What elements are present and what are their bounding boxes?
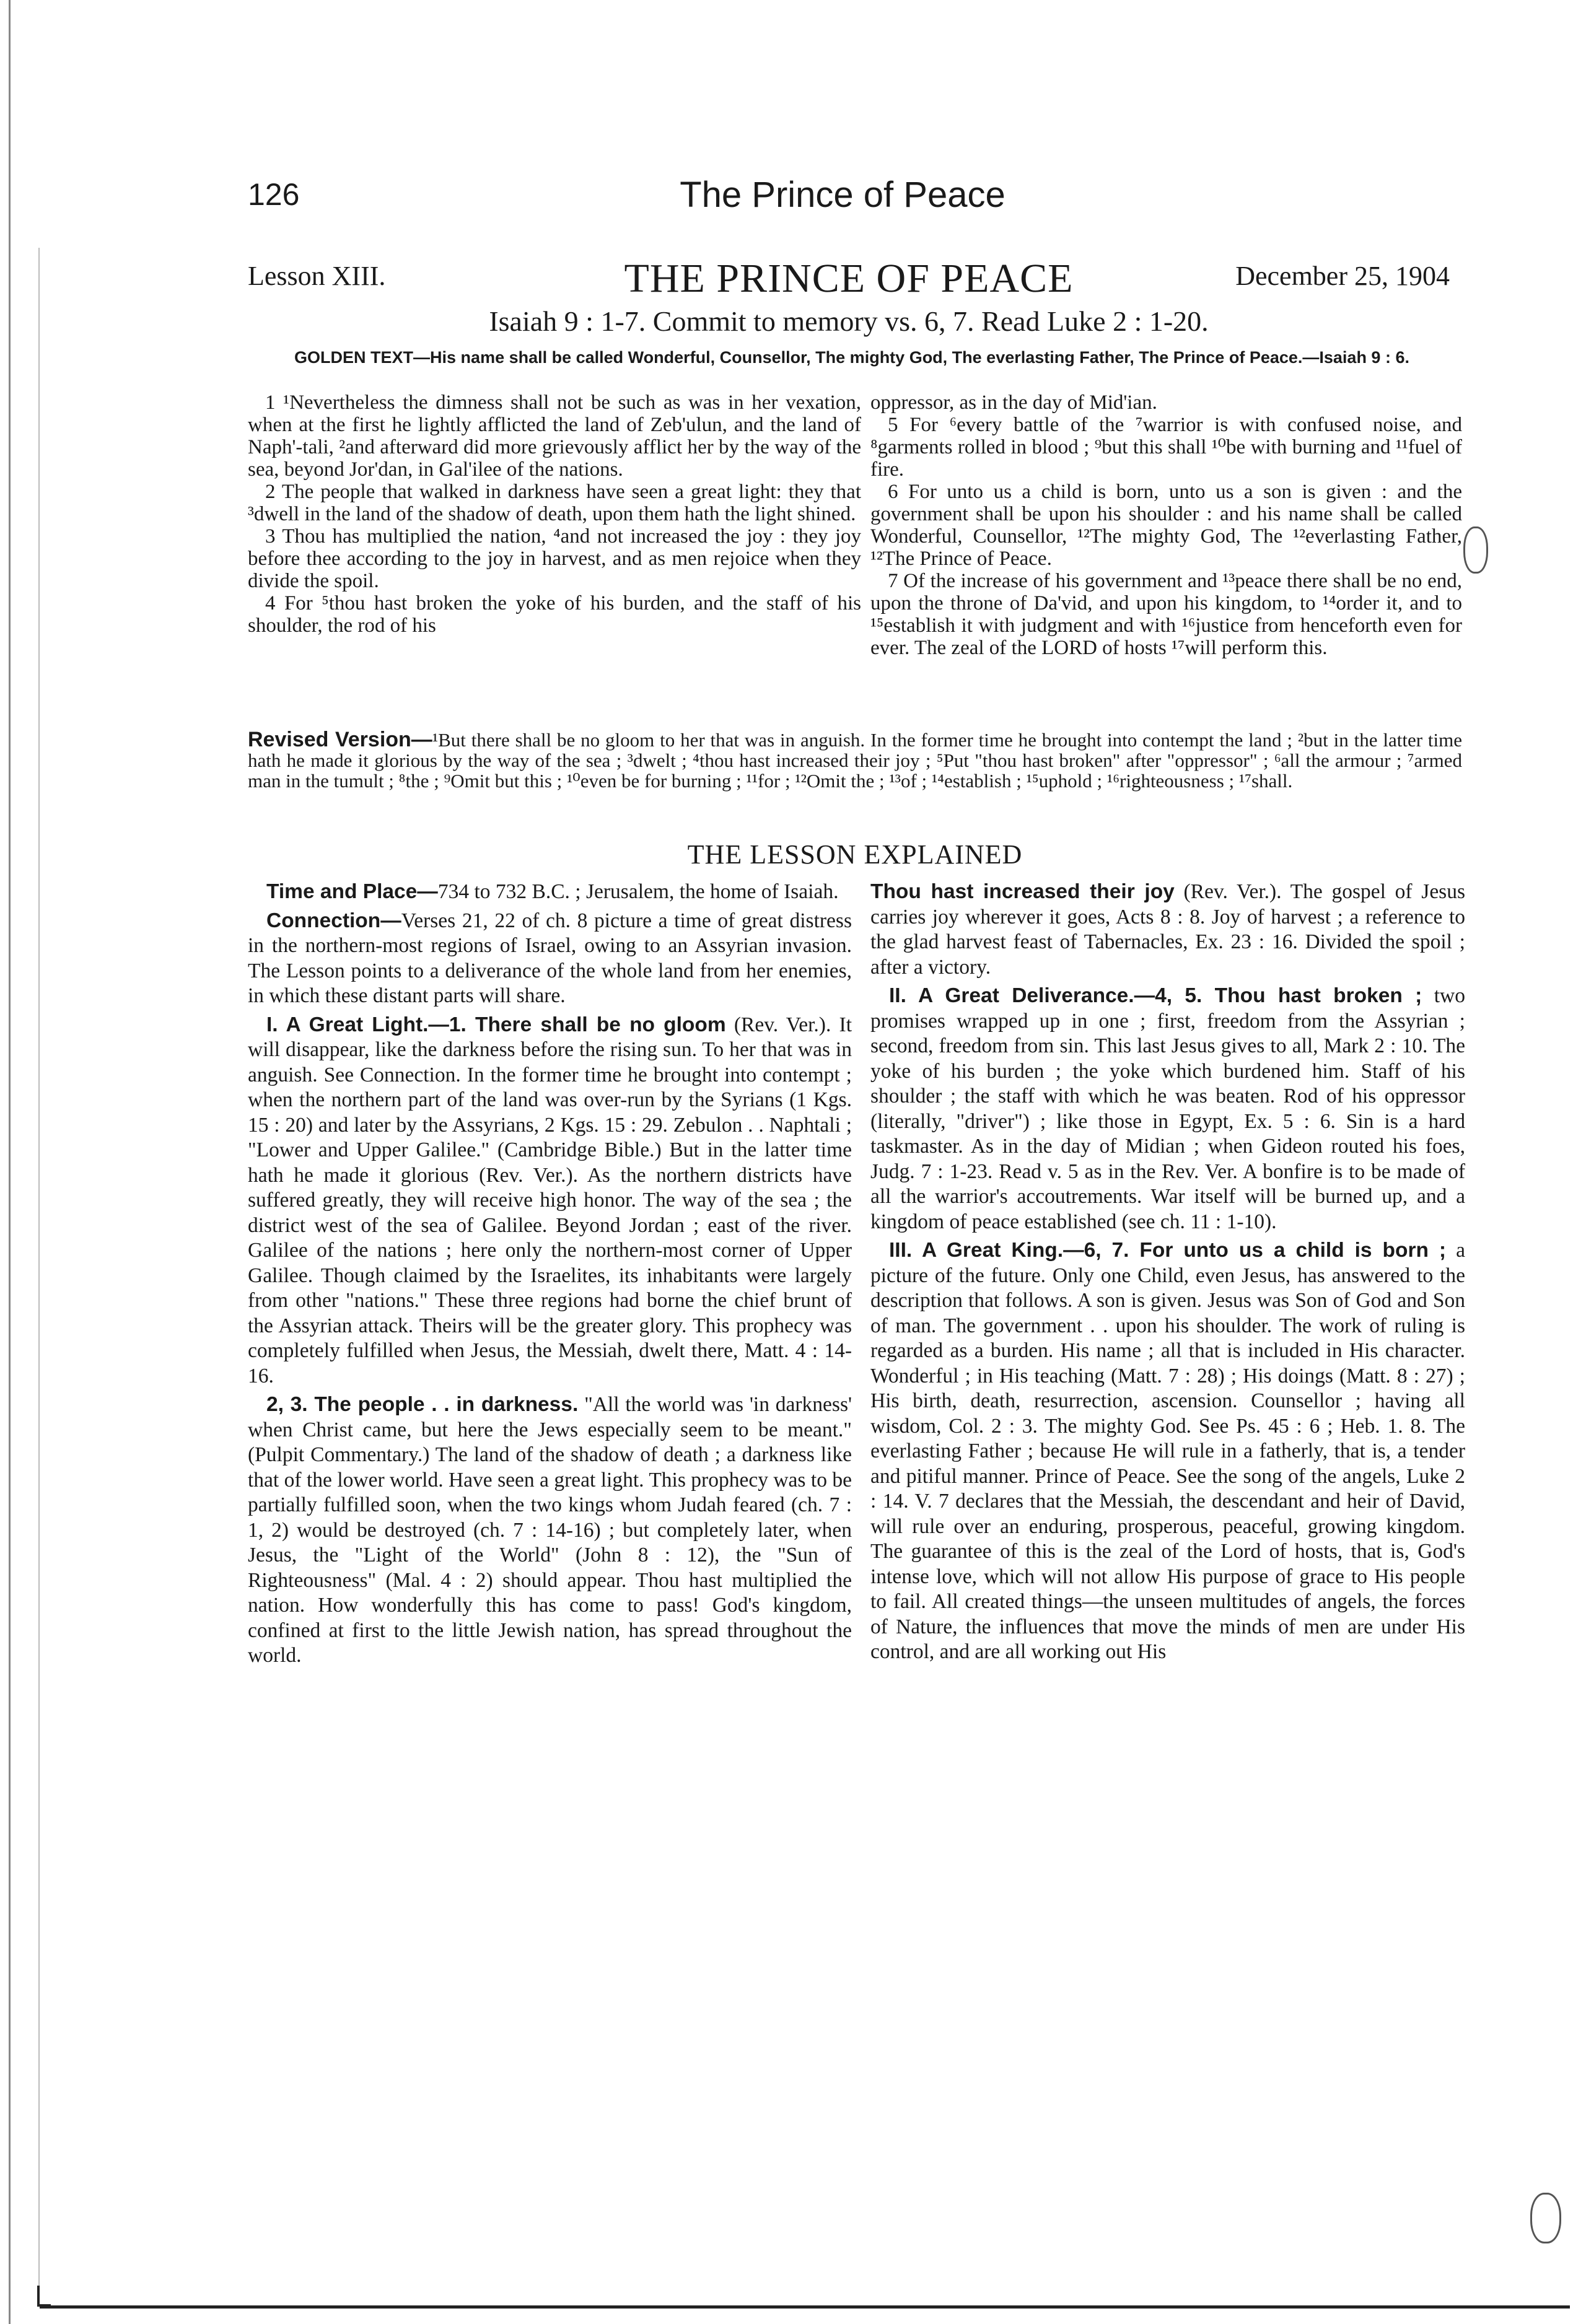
scripture-verses-left (248, 391, 861, 637)
paragraph-lead: Time and Place— (266, 880, 438, 903)
paragraph-text: a picture of the future. Only one Child, even Jesus, has answered to the description that follows. A son is given. Jesus was Son of God and Son of man. The government . . upon his shoulder. The work of ruling is regarded as a burden. His name ; all that is included in His character. Wonderful ; in His teaching (Matt. 7 : 28) ; His doings (Matt. 8 : 27) ; His birth, death, resurrection, ascension. Counsellor ; having all wisdom, Col. 2 : 3. The mighty God. See Ps. 45 : 6 ; Heb. 1. 8. The everlasting Father ; because He will rule in a fatherly, that is, a tender and pitiful manner. Prince of Peace. See the song of the angels, Luke 2 : 14. V. 7 declares that the Messiah, the descendant and heir of David, will rule over an enduring, prosperous, peaceful, growing kingdom. The guarantee of this is the zeal of the Lord of hosts, that is, God's intense love, which will not allow His purpose of grace to His people to fail. All created things—the unseen multitudes of angels, the forces of Nature, the influences that move the minds of men are under His control, and are all working out His (870, 1239, 1465, 1663)
paragraph-lead: III. A Great King.—6, 7. For unto us a child is born ; (889, 1239, 1447, 1262)
explanation-paragraph (870, 880, 1465, 980)
page-margin-line (38, 248, 40, 2292)
corner-mark (37, 2286, 51, 2307)
paragraph-text: "All the world was 'in darkness' when Christ came, but here the Jews especially seem to be meant." (Pulpit Commentary.) The land of the shadow of death ; a darkness like that of the lower world. Have seen a great light. This prophecy was to be partially fulfilled soon, when the two kings whom Judah feared (ch. 7 : 1, 2) would be destroyed (ch. 7 : 14-16) ; but completely later, when Jesus, the "Light of the World" (John 8 : 12), the "Sun of Righteousness" (Mal. 4 : 2) should appear. Thou hast multiplied the nation. How wonderfully this has come to pass! God's kingdom, confined at first to the little Jewish nation, has spread throughout the world. (248, 1393, 852, 1667)
paragraph-lead: Thou hast increased their joy (870, 880, 1175, 903)
revised-version-label: Revised Version— (248, 728, 432, 751)
bottom-rule (40, 2305, 1570, 2309)
lesson-number: Lesson XIII. (248, 261, 386, 291)
verse: oppressor, as in the day of Mid'ian. (870, 391, 1157, 414)
explanation-column-left (248, 880, 852, 1672)
running-head (248, 177, 1437, 214)
paragraph-lead: Connection— (266, 909, 401, 932)
verse: 1 ¹Nevertheless the dimness shall not be such as was in her vexation, when at the first he lightly afflicted the land of Zeb'ulun, and the land of Naph'-tali, ²and afterward did more grievously afflict her by the way of the sea, beyond Jor'dan, in Gal'ilee of the nations. (248, 391, 861, 481)
running-title: The Prince of Peace (680, 175, 1005, 215)
explanation-column-right (870, 880, 1465, 1669)
verse: 4 For ⁵thou hast broken the yoke of his burden, and the staff of his shoulder, the rod of his (248, 592, 861, 637)
page-number: 126 (248, 177, 300, 212)
scripture-verses-right (870, 391, 1462, 659)
lesson-header (248, 255, 1450, 305)
ink-blot-mark (1463, 526, 1488, 574)
explanation-paragraph (870, 1238, 1465, 1665)
revised-version-notes (248, 730, 1462, 791)
paragraph-lead: 2, 3. The people . . in darkness. (266, 1393, 579, 1416)
paragraph-lead: II. A Great Deliverance.—4, 5. Thou hast broken ; (889, 984, 1422, 1007)
explanation-paragraph (248, 880, 852, 905)
explanation-paragraph (248, 1392, 852, 1669)
paragraph-text: (Rev. Ver.). It will disappear, like the darkness before the rising sun. To her that was in anguish. See Connection. In the former time he brought into contempt ; when the northern part of the land was over-run by the Syrians (1 Kgs. 15 : 20) and later by the Assyrians, 2 Kgs. 15 : 29. Zebulon . . Naphtali ; "Lower and Upper Galilee." (Cambridge Bible.) But in the latter time hath he made it glorious (Rev. Ver.). As the northern districts have suffered greatly, they will receive high honor. The way of the sea ; the district west of the sea of Galilee. Beyond Jordan ; east of the river. Galilee of the nations ; here only the northern-most corner of Upper Galilee. Though claimed by the Israelites, its inhabitants were largely from other "nations." These three regions had borne the chief brunt of the Assyrian attack. Theirs will be the greater glory. This prophecy was completely fulfilled when Jesus, the Messiah, dwelt there, Matt. 4 : 14-16. (248, 1013, 852, 1387)
paragraph-text: (Rev. Ver.). The gospel of Jesus carries joy wherever it goes, Acts 8 : 8. Joy of harvest ; a reference to the glad harvest feast of Tabernacles, Ex. 23 : 16. Divided the spoil ; after a victory. (870, 880, 1466, 979)
revised-version-text: ¹But there shall be no gloom to her that was in anguish. In the former time he brought into contempt the land ; ²but in the latter time hath he made it glorious by the way of the sea ; ³dwelt ; ⁴thou hast increased their joy ; ⁵Put "thou hast broken" after "oppressor" ; ⁶all the armour ; ⁷armed man in the tumult ; ⁸the ; ⁹Omit but this ; ¹⁰even be for burning ; ¹¹for ; ¹²Omit the ; ¹³of ; ¹⁴establish ; ¹⁵uphold ; ¹⁶righteousness ; ¹⁷shall. (248, 729, 1463, 792)
explanation-paragraph (248, 909, 852, 1009)
verse: 2 The people that walked in darkness have seen a great light: they that ³dwell in the land of the shadow of death, upon them hath the light shined. (248, 481, 861, 525)
paragraph-text: two promises wrapped up in one ; first, freedom from the Assyrian ; second, freedom from sin. This last Jesus gives to all, Mark 2 : 10. The yoke of his burden ; the yoke which burdened him. Staff of his shoulder ; the staff with which he was beaten. Rod of his oppressor (literally, "driver") ; like those in Egypt, Ex. 5 : 6. Sin is a hard taskmaster. As in the day of Midian ; when Gideon routed his foes, Judg. 7 : 1-23. Read v. 5 as in the Rev. Ver. A bonfire is to be made of all the warrior's accoutrements. War itself will be burned up, and a kingdom of peace established (see ch. 11 : 1-10). (870, 984, 1465, 1233)
verse: 6 For unto us a child is born, unto us a son is given : and the government shall be upon his shoulder : and his name shall be called Wonderful, Counsellor, ¹²The mighty God, The ¹²everlasting Father, ¹²The Prince of Peace. (870, 481, 1462, 570)
paragraph-text: Verses 21, 22 of ch. 8 picture a time of great distress in the northern-most regions of Israel, owing to an Assyrian invasion. The Lesson points to a deliverance of the whole land from her enemies, in which these distant parts will share. (248, 909, 852, 1007)
paragraph-lead: I. A Great Light.—1. There shall be no gloom (266, 1013, 726, 1036)
explanation-paragraph (248, 1013, 852, 1389)
verse: 3 Thou has multiplied the nation, ⁴and not increased the joy : they joy before thee according to the joy in harvest, and as men rejoice when they divide the spoil. (248, 525, 861, 592)
scripture-reference: Isaiah 9 : 1-7. Commit to memory vs. 6, 7. Read Luke 2 : 1-20. (489, 305, 1209, 337)
lesson-date: December 25, 1904 (1235, 261, 1450, 291)
lesson-title: THE PRINCE OF PEACE (624, 256, 1074, 301)
golden-text: GOLDEN TEXT—His name shall be called Wonderful, Counsellor, The mighty God, The everlasting Father, The Prince of Peace.—Isaiah 9 : 6. (294, 348, 1409, 367)
ink-blot-mark (1530, 2193, 1561, 2243)
explanation-paragraph (870, 984, 1465, 1234)
page-edge-line (9, 0, 11, 2324)
paragraph-text: 734 to 732 B.C. ; Jerusalem, the home of Isaiah. (437, 880, 839, 903)
verse: 5 For ⁶every battle of the ⁷warrior is with confused noise, and ⁸garments rolled in blood ; ⁹but this shall ¹⁰be with burning and ¹¹fuel of fire. (870, 414, 1462, 481)
verse: 7 Of the increase of his government and ¹³peace there shall be no end, upon the throne of Da'vid, and upon his kingdom, to ¹⁴order it, and to ¹⁵establish it with judgment and with ¹⁶justice from henceforth even for ever. The zeal of the LORD of hosts ¹⁷will perform this. (870, 570, 1462, 659)
section-heading: THE LESSON EXPLAINED (687, 839, 1023, 870)
